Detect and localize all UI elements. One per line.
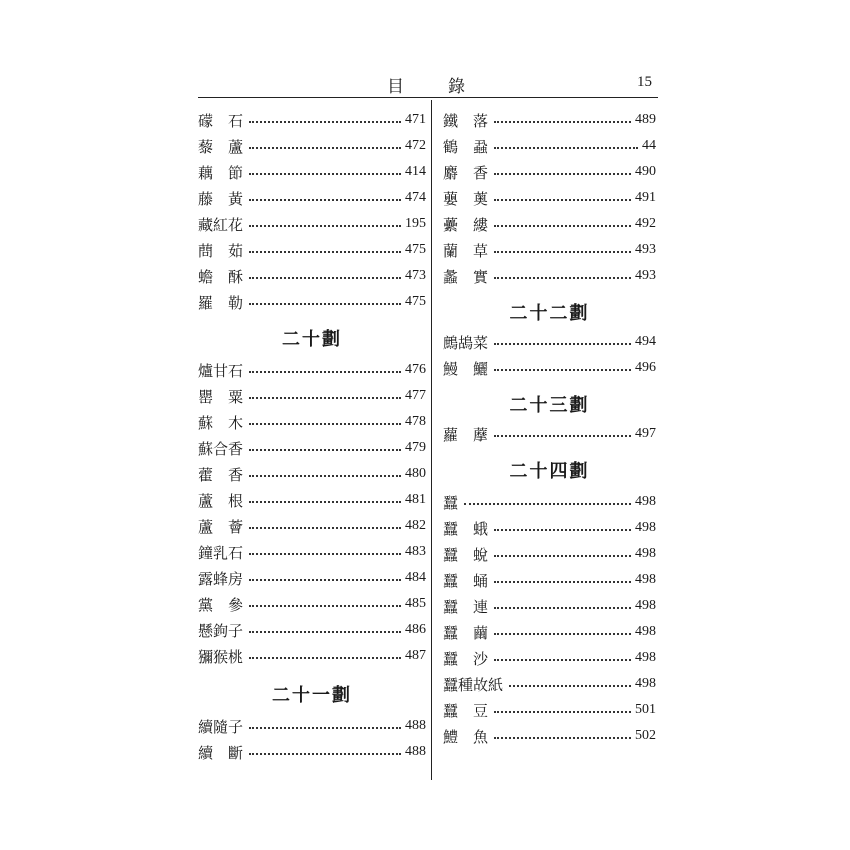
entry-page-number: 485: [405, 596, 426, 611]
toc-entry: [198, 617, 426, 643]
dot-leader: [494, 581, 631, 583]
dot-leader: [249, 251, 401, 253]
entry-page-number: 498: [635, 520, 656, 535]
dot-leader: [494, 199, 631, 201]
entry-list: [443, 421, 656, 447]
entry-page-number: 498: [635, 494, 656, 509]
toc-entry: [443, 211, 656, 237]
entry-page-number: 494: [635, 334, 656, 349]
dot-leader: [249, 605, 401, 607]
section-heading-20: 二十劃: [282, 329, 342, 350]
entry-name: 黨 參: [198, 595, 244, 614]
toc-entry: [443, 515, 656, 541]
entry-page-number: 498: [635, 650, 656, 665]
dot-leader: [249, 277, 401, 279]
dot-leader: [249, 147, 401, 149]
toc-entry: [443, 723, 656, 749]
dot-leader: [249, 371, 401, 373]
entry-name: 鐵 落: [443, 111, 489, 130]
entry-page-number: 493: [635, 242, 656, 257]
entry-page-number: 498: [635, 546, 656, 561]
entry-page-number: 498: [635, 572, 656, 587]
entry-name: 鶴 蝨: [443, 137, 489, 156]
section-heading-24: 二十四劃: [509, 461, 590, 482]
entry-list: [198, 713, 426, 765]
entry-page-number: 501: [635, 702, 656, 717]
dot-leader: [494, 277, 631, 279]
entry-page-number: 471: [405, 112, 426, 127]
dot-leader: [249, 501, 401, 503]
entry-name: 蠶 豆: [443, 701, 489, 720]
dot-leader: [494, 435, 631, 437]
dot-leader: [494, 711, 631, 713]
entry-name: 蘇 木: [198, 413, 244, 432]
dot-leader: [494, 121, 631, 123]
entry-page-number: 491: [635, 190, 656, 205]
entry-name: 蔄 茹: [198, 241, 244, 260]
entry-name: 藿 香: [198, 465, 244, 484]
left-column: [198, 107, 426, 765]
toc-entry: [443, 355, 656, 381]
toc-entry: [198, 237, 426, 263]
entry-page-number: 483: [405, 544, 426, 559]
entry-name: 鷓鴣菜: [443, 333, 489, 352]
entry-page-number: 44: [642, 138, 656, 153]
entry-list: [198, 107, 426, 315]
entry-name: 懸鉤子: [198, 621, 244, 640]
entry-name: 獼猴桃: [198, 647, 244, 666]
dot-leader: [249, 121, 401, 123]
entry-page-number: 496: [635, 360, 656, 375]
toc-entry: [443, 567, 656, 593]
header-rule: [198, 97, 658, 98]
page-number: 15: [637, 74, 652, 90]
entry-page-number: 487: [405, 648, 426, 663]
toc-entry: [443, 541, 656, 567]
toc-entry: [198, 185, 426, 211]
section-heading-22: 二十二劃: [509, 303, 590, 324]
dot-leader: [494, 659, 631, 661]
page-title: 目錄: [387, 77, 509, 97]
toc-entry: [198, 739, 426, 765]
toc-entry: [443, 671, 656, 697]
toc-entry: [443, 619, 656, 645]
entry-name: 蘇合香: [198, 439, 244, 458]
entry-page-number: 477: [405, 388, 426, 403]
dot-leader: [249, 753, 401, 755]
entry-name: 鐘乳石: [198, 543, 244, 562]
toc-entry: [443, 593, 656, 619]
dot-leader: [494, 225, 631, 227]
entry-page-number: 493: [635, 268, 656, 283]
entry-name: 鰻 鱺: [443, 359, 489, 378]
entry-name: 續 斷: [198, 743, 244, 762]
entry-name: 藏紅花: [198, 215, 244, 234]
toc-entry: [443, 237, 656, 263]
entry-page-number: 498: [635, 624, 656, 639]
toc-entry: [198, 159, 426, 185]
entry-page-number: 476: [405, 362, 426, 377]
entry-name: 蠶 蛹: [443, 571, 489, 590]
dot-leader: [249, 727, 401, 729]
entry-page-number: 480: [405, 466, 426, 481]
entry-list: [198, 357, 426, 669]
right-column: [443, 107, 656, 749]
entry-name: 藤 黃: [198, 189, 244, 208]
entry-page-number: 484: [405, 570, 426, 585]
entry-name: 藕 節: [198, 163, 244, 182]
toc-entry: [198, 383, 426, 409]
entry-list: [443, 107, 656, 289]
dot-leader: [494, 343, 631, 345]
dot-leader: [249, 553, 401, 555]
toc-entry: [198, 357, 426, 383]
toc-entry: [198, 591, 426, 617]
entry-name: 露蜂房: [198, 569, 244, 588]
entry-name: 蠶 繭: [443, 623, 489, 642]
toc-entry: [443, 185, 656, 211]
dot-leader: [494, 529, 631, 531]
toc-entry: [198, 263, 426, 289]
dot-leader: [249, 397, 401, 399]
dot-leader: [494, 147, 638, 149]
entry-name: 鱧 魚: [443, 727, 489, 746]
entry-name: 蠶 連: [443, 597, 489, 616]
dot-leader: [494, 607, 631, 609]
dot-leader: [249, 303, 401, 305]
dot-leader: [249, 475, 401, 477]
toc-entry: [443, 159, 656, 185]
entry-page-number: 497: [635, 426, 656, 441]
dot-leader: [249, 631, 401, 633]
toc-entry: [443, 489, 656, 515]
entry-name: 羅 勒: [198, 293, 244, 312]
entry-page-number: 475: [405, 242, 426, 257]
entry-name: 續隨子: [198, 717, 244, 736]
entry-name: 蘆 薈: [198, 517, 244, 536]
toc-entry: [443, 697, 656, 723]
entry-page-number: 498: [635, 598, 656, 613]
dot-leader: [249, 173, 401, 175]
toc-entry: [198, 539, 426, 565]
entry-name: 蠶種故紙: [443, 675, 504, 694]
dot-leader: [494, 369, 631, 371]
dot-leader: [249, 423, 401, 425]
entry-page-number: 490: [635, 164, 656, 179]
entry-page-number: 478: [405, 414, 426, 429]
entry-name: 蠶 蛻: [443, 545, 489, 564]
dot-leader: [494, 737, 631, 739]
dot-leader: [249, 199, 401, 201]
toc-entry: [443, 263, 656, 289]
entry-name: 藜 蘆: [198, 137, 244, 156]
toc-entry: [198, 461, 426, 487]
dot-leader: [494, 251, 631, 253]
entry-name: 蠶: [443, 493, 459, 512]
page-header: [198, 70, 658, 96]
toc-entry: [443, 107, 656, 133]
toc-entry: [198, 289, 426, 315]
entry-name: 罌 粟: [198, 387, 244, 406]
dot-leader: [494, 173, 631, 175]
entry-name: 麝 香: [443, 163, 489, 182]
entry-page-number: 488: [405, 718, 426, 733]
toc-entry: [198, 435, 426, 461]
entry-name: 虆 縷: [443, 215, 489, 234]
column-divider: [431, 100, 432, 780]
section-heading-23: 二十三劃: [509, 395, 590, 416]
toc-entry: [198, 713, 426, 739]
dot-leader: [509, 685, 631, 687]
toc-entry: [443, 645, 656, 671]
entry-name: 蘭 草: [443, 241, 489, 260]
dot-leader: [464, 503, 631, 505]
entry-page-number: 486: [405, 622, 426, 637]
toc-entry: [198, 513, 426, 539]
entry-page-number: 502: [635, 728, 656, 743]
entry-name: 礞 石: [198, 111, 244, 130]
dot-leader: [494, 633, 631, 635]
entry-name: 蠶 沙: [443, 649, 489, 668]
entry-page-number: 488: [405, 744, 426, 759]
entry-page-number: 481: [405, 492, 426, 507]
entry-page-number: 474: [405, 190, 426, 205]
dot-leader: [249, 527, 401, 529]
toc-entry: [198, 133, 426, 159]
toc-entry: [443, 329, 656, 355]
toc-entry: [198, 565, 426, 591]
entry-page-number: 473: [405, 268, 426, 283]
entry-name: 蠡 實: [443, 267, 489, 286]
entry-name: 爐甘石: [198, 361, 244, 380]
dot-leader: [249, 657, 401, 659]
toc-entry: [443, 421, 656, 447]
entry-name: 蠶 蛾: [443, 519, 489, 538]
entry-page-number: 195: [405, 216, 426, 231]
toc-entry: [198, 643, 426, 669]
toc-entry: [198, 487, 426, 513]
toc-entry: [198, 107, 426, 133]
entry-page-number: 489: [635, 112, 656, 127]
entry-name: 蘡 薁: [443, 189, 489, 208]
entry-list: [443, 329, 656, 381]
entry-page-number: 482: [405, 518, 426, 533]
entry-page-number: 479: [405, 440, 426, 455]
toc-entry: [443, 133, 656, 159]
entry-name: 蘿 藦: [443, 425, 489, 444]
entry-list: [443, 489, 656, 749]
entry-page-number: 492: [635, 216, 656, 231]
dot-leader: [249, 225, 401, 227]
dot-leader: [249, 449, 401, 451]
entry-name: 蟾 酥: [198, 267, 244, 286]
toc-entry: [198, 211, 426, 237]
entry-page-number: 498: [635, 676, 656, 691]
toc-entry: [198, 409, 426, 435]
entry-name: 蘆 根: [198, 491, 244, 510]
entry-page-number: 472: [405, 138, 426, 153]
entry-page-number: 475: [405, 294, 426, 309]
section-heading-21: 二十一劃: [272, 685, 352, 706]
dot-leader: [494, 555, 631, 557]
dot-leader: [249, 579, 401, 581]
entry-page-number: 414: [405, 164, 426, 179]
